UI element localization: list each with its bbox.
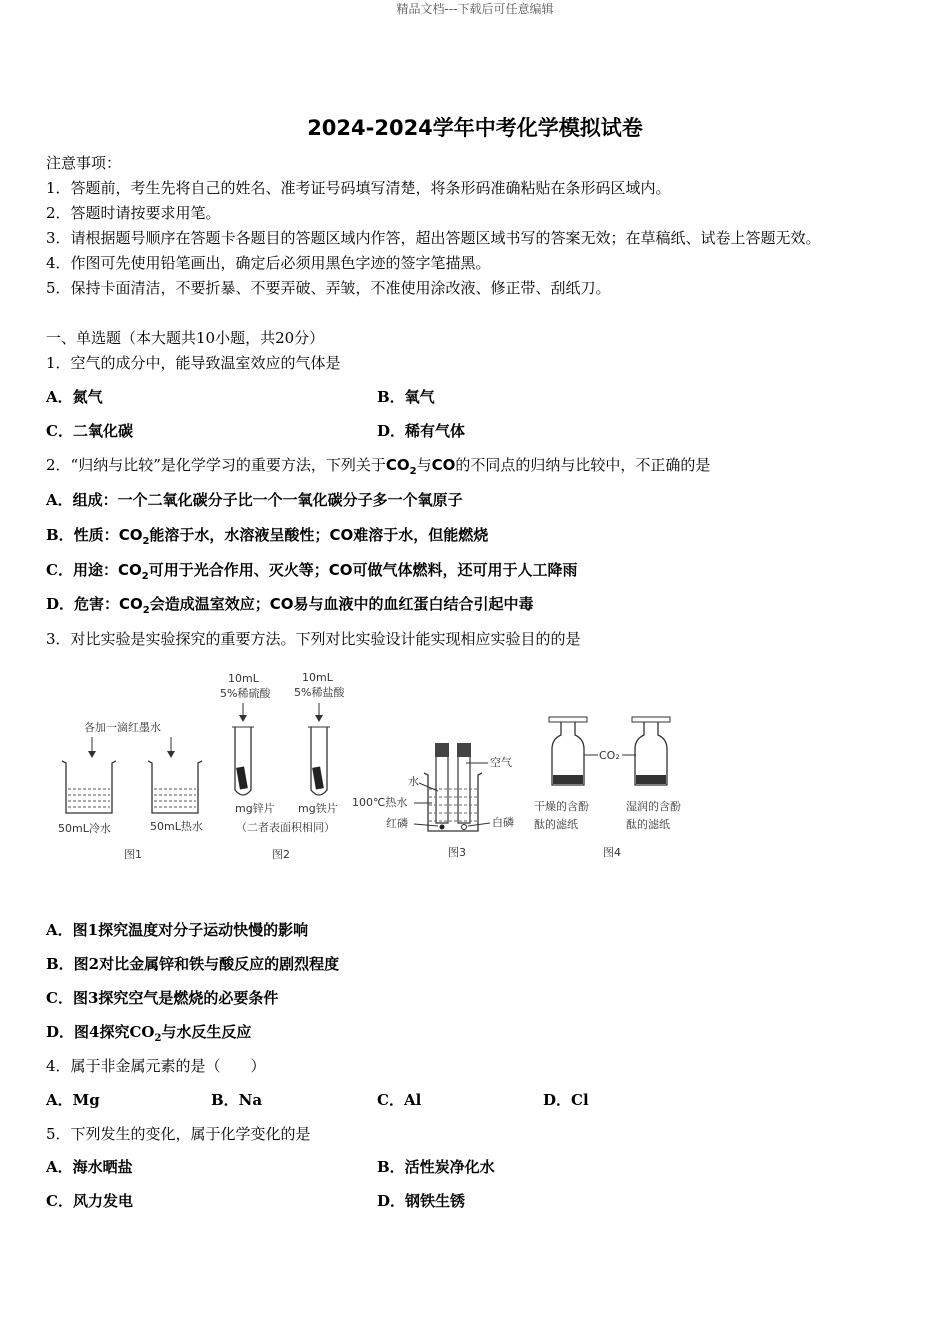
fig1-hot-label: 50mL热水 xyxy=(150,820,203,833)
fig4-lid-2 xyxy=(632,717,670,722)
co-formula: CO xyxy=(431,456,456,474)
fig3-white-p-label: 白磷 xyxy=(492,816,514,829)
q1-option-d: D．稀有气体 xyxy=(377,422,466,440)
fig3-caption: 图3 xyxy=(448,846,466,859)
section-heading: 一、单选题（本大题共10小题，共20分） xyxy=(46,329,325,347)
page-header: 精品文档---下载后可任意编辑 xyxy=(396,2,554,16)
q2-option-d: D．危害：$CO_2$会造成温室效应；CO易与血液中的血红蛋白结合引起中毒 xyxy=(46,595,534,616)
fig1-drop-label: 各加一滴红墨水 xyxy=(84,721,161,734)
fig4-paper-1 xyxy=(553,775,583,784)
fig1-arrowhead-1 xyxy=(88,751,96,758)
q4-option-a: A．Mg xyxy=(46,1091,100,1109)
q3-option-c: C．图3探究空气是燃烧的必要条件 xyxy=(46,989,279,1007)
notice-item-1: 1．答题前，考生先将自己的姓名、准考证号码填写清楚，将条形码准确粘贴在条形码区域内。 xyxy=(46,179,671,197)
fig1-caption: 图1 xyxy=(124,848,142,861)
fig3-hot-water-label: 100℃热水 xyxy=(352,796,408,809)
fig2-iron-strip xyxy=(312,766,324,789)
fig4-dry-label-2: 酞的滤纸 xyxy=(534,818,578,831)
fig3-beaker xyxy=(424,773,482,831)
fig2-zinc-strip xyxy=(236,766,248,789)
notice-item-2: 2．答题时请按要求用笔。 xyxy=(46,204,221,222)
fig1-water xyxy=(68,789,196,807)
q1-option-b: B．氧气 xyxy=(377,388,435,406)
notice-item-3: 3．请根据题号顺序在答题卡各题目的答题区域内作答，超出答题区域书写的答案无效；在草稿纸、试卷上答题无效。 xyxy=(46,229,821,247)
fig1-arrowhead-2 xyxy=(167,751,175,758)
q1-stem: 1．空气的成分中，能导致温室效应的气体是 xyxy=(46,354,341,372)
q4-option-c: C．Al xyxy=(377,1091,422,1109)
fig3-white-phosphorus xyxy=(462,825,467,830)
fig2-acid2-label: 5%稀盐酸 xyxy=(294,686,345,699)
fig3-stopper-1 xyxy=(435,743,449,757)
fig3-red-phosphorus xyxy=(440,825,445,830)
q2-and: 与 xyxy=(416,456,432,474)
q5-option-b: B．活性炭净化水 xyxy=(377,1158,495,1176)
q4-option-b: B．Na xyxy=(211,1091,263,1109)
fig3-red-p-label: 红磷 xyxy=(386,817,408,830)
fig2-acid2-vol: 10mL xyxy=(302,671,333,684)
q2-option-a: A．组成：一个二氧化碳分子比一个一氧化碳分子多一个氧原子 xyxy=(46,491,463,509)
q3-stem: 3．对比实验是实验探究的重要方法。下列对比实验设计能实现相应实验目的的是 xyxy=(46,630,581,648)
fig2-acid1-label: 5%稀硫酸 xyxy=(220,687,271,700)
q3-option-a: A．图1探究温度对分子运动快慢的影响 xyxy=(46,921,309,939)
fig3-air-label: 空气 xyxy=(490,756,512,769)
q4-stem: 4．属于非金属元素的是（ ） xyxy=(46,1057,266,1075)
fig4-dry-label-1: 干燥的含酚 xyxy=(534,800,589,813)
q5-option-d: D．钢铁生锈 xyxy=(377,1192,466,1210)
q4-option-d: D．Cl xyxy=(543,1091,589,1109)
fig1-beaker-cold xyxy=(62,761,116,813)
fig2-note: （二者表面积相同） xyxy=(236,821,335,834)
fig2-zinc-label: mg锌片 xyxy=(235,802,275,815)
q2-stem-pre: 2．“归纳与比较”是化学学习的重要方法，下列关于 xyxy=(46,456,386,474)
q3-option-b: B．图2对比金属锌和铁与酸反应的剧烈程度 xyxy=(46,955,340,973)
fig2-iron-label: mg铁片 xyxy=(298,802,338,815)
notice-heading: 注意事项： xyxy=(46,154,122,172)
q3-figure xyxy=(46,665,706,870)
fig2-caption: 图2 xyxy=(272,848,290,861)
q1-option-a: A．氮气 xyxy=(46,388,103,406)
fig4-caption: 图4 xyxy=(603,846,621,859)
notice-item-4: 4．作图可先使用铅笔画出，确定后必须用黑色字迹的签字笔描黑。 xyxy=(46,254,491,272)
fig1-beaker-hot xyxy=(148,761,202,813)
exam-title: 2024-2024学年中考化学模拟试卷 xyxy=(307,116,643,140)
q5-option-a: A．海水晒盐 xyxy=(46,1158,133,1176)
q3-option-d: D．图4探究$CO_2$与水反生反应 xyxy=(46,1023,252,1044)
q2-option-c: C．用途：$CO_2$可用于光合作用、灭火等；CO可做气体燃料，还可用于人工降雨 xyxy=(46,561,578,582)
q5-option-c: C．风力发电 xyxy=(46,1192,133,1210)
fig4-wet-label-2: 酞的滤纸 xyxy=(626,818,670,831)
fig1-cold-label: 50mL冷水 xyxy=(58,822,111,835)
co2-formula: $CO_2$ xyxy=(385,456,417,477)
q2-stem xyxy=(46,454,710,477)
q5-stem: 5．下列发生的变化，属于化学变化的是 xyxy=(46,1125,311,1143)
fig3-stopper-2 xyxy=(457,743,471,757)
fig3-water-label: 水 xyxy=(408,775,419,788)
fig4-lid-1 xyxy=(549,717,587,722)
q1-option-c: C．二氧化碳 xyxy=(46,422,133,440)
fig4-paper-2 xyxy=(636,775,666,784)
fig4-co2-label: CO₂ xyxy=(599,749,620,762)
q2-option-b: B．性质：$CO_2$能溶于水，水溶液呈酸性；CO难溶于水，但能燃烧 xyxy=(46,526,489,547)
q2-stem-post: 的不同点的归纳与比较中，不正确的是 xyxy=(455,456,711,474)
fig2-acid1-vol: 10mL xyxy=(228,672,259,685)
fig4-wet-label-1: 湿润的含酚 xyxy=(626,800,681,813)
notice-item-5: 5．保持卡面清洁，不要折暴、不要弄破、弄皱，不准使用涂改液、修正带、刮纸刀。 xyxy=(46,279,611,297)
